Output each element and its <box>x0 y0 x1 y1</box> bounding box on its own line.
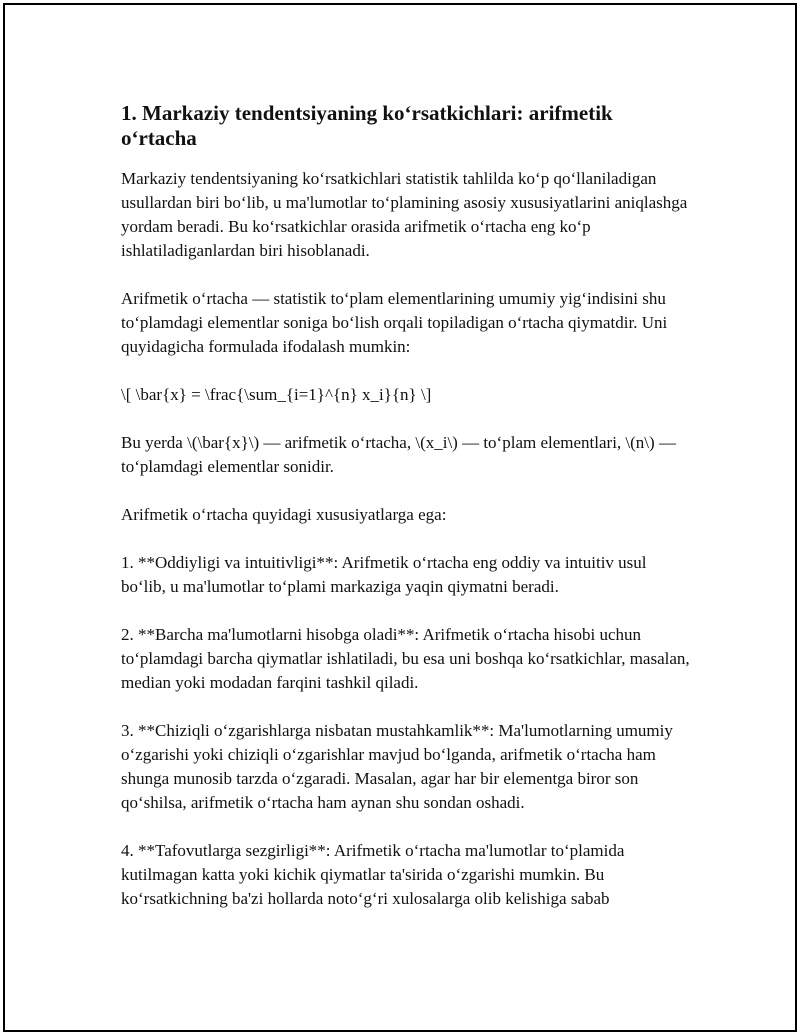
property-item-3: 3. **Chiziqli o‘zgarishlarga nisbatan mustahkamlik**: Ma'lumotlarning umumiy o‘zgarishi yoki chiziqli o‘zgarishlar mavjud bo‘lganda, arifmetik o‘rtacha ham shunga munosib tarzda o‘zgaradi. Masalan, agar har bir elementga biror son qo‘shilsa, arifmetik o‘rtacha ham aynan shu sondan oshadi. <box>121 721 673 812</box>
property-item-4: 4. **Tafovutlarga sezgirligi**: Arifmetik o‘rtacha ma'lumotlar to‘plamida kutilmagan katta yoki kichik qiymatlar ta'sirida o‘zgarishi mumkin. Bu ko‘rsatkichning ba'zi hollarda noto‘g‘ri xulosalarga olib kelishiga sabab <box>121 841 625 908</box>
formula-explanation-paragraph: Bu yerda \(\bar{x}\) — arifmetik o‘rtacha, \(x_i\) — to‘plam elementlari, \(n\) — to‘plamdagi elementlar sonidir. <box>121 433 676 476</box>
property-item-2: 2. **Barcha ma'lumotlarni hisobga oladi**: Arifmetik o‘rtacha hisobi uchun to‘plamdagi barcha qiymatlar ishlatiladi, bu esa uni boshqa ko‘rsatkichlar, masalan, median yoki modadan farqini tashkil qiladi. <box>121 625 690 692</box>
page-frame <box>3 3 797 1032</box>
document-body <box>121 101 693 935</box>
formula-paragraph: \[ \bar{x} = \frac{\sum_{i=1}^{n} x_i}{n} \] <box>121 385 432 404</box>
property-item-1: 1. **Oddiyligi va intuitivligi**: Arifmetik o‘rtacha eng oddiy va intuitiv usul bo‘lib, u ma'lumotlar to‘plami markaziga yaqin qiymatni beradi. <box>121 553 647 596</box>
definition-paragraph: Arifmetik o‘rtacha — statistik to‘plam elementlarining umumiy yig‘indisini shu to‘plamdagi elementlar soniga bo‘lish orqali topiladigan o‘rtacha qiymatdir. Uni quyidagicha formulada ifodalash mumkin: <box>121 289 668 356</box>
intro-paragraph: Markaziy tendentsiyaning ko‘rsatkichlari statistik tahlilda ko‘p qo‘llaniladigan usullardan biri bo‘lib, u ma'lumotlar to‘plamining asosiy xususiyatlarini aniqlashga yordam beradi. Bu ko‘rsatkichlar orasida arifmetik o‘rtacha eng ko‘p ishlatiladiganlardan biri hisoblanadi. <box>121 169 688 260</box>
properties-intro-paragraph: Arifmetik o‘rtacha quyidagi xususiyatlarga ega: <box>121 505 447 524</box>
section-heading: 1. Markaziy tendentsiyaning ko‘rsatkichlari: arifmetik o‘rtacha <box>121 101 613 150</box>
